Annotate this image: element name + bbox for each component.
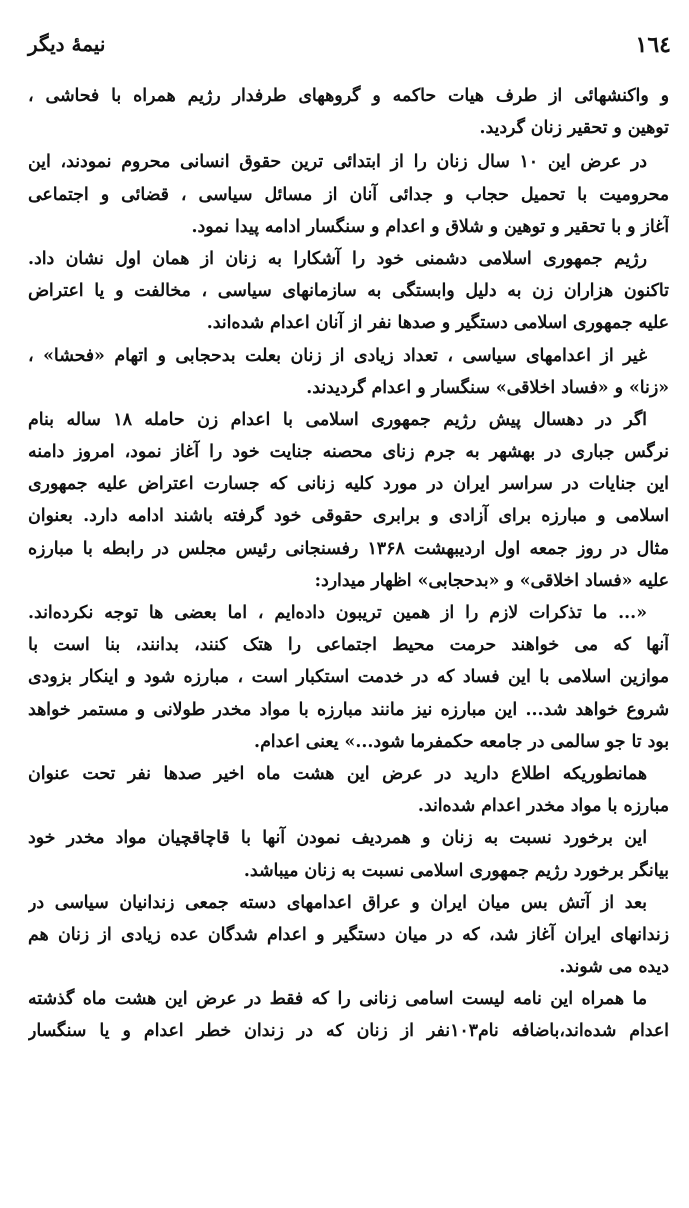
text-line: آغاز و با تحقیر و توهین و شلاق و اعدام و سنگسار ادامه پیدا نمود. [191,216,669,237]
text-line: این جنایات در سراسر ایران در مورد کلیه زنانی که جسارت اعتراض علیه جمهوری [28,474,669,495]
text-line: و واکنشهائی از طرف هیات حاکمه و گروههای طرفدار رژیم همراه با فحاشی ، [28,86,669,106]
text-line: آنها که می خواهند حرمت محیط اجتماعی را هتک کنند، بدانند، بنا است با [28,635,669,656]
text-line: غیر از اعدامهای سیاسی ، تعداد زیادی از زنان بعلت بدحجابی و اتهام «فحشا» ، [28,345,647,366]
text-line: در عرض این ۱۰ سال زنان را از ابتدائی ترین حقوق انسانی محروم نمودند، این [28,152,647,173]
text-line: ما همراه این نامه لیست اسامی زنانی را که فقط در عرض این هشت ماه گذشته [28,989,647,1010]
text-line: «... ما تذکرات لازم را از همین تریبون داده‌ایم ، اما بعضی ها توجه نکرده‌اند. [28,603,647,623]
text-line: توهین و تحقیر زنان گردید. [479,118,669,139]
text-line: اعدام شده‌اند،باضافه نام۱۰۳نفر از زنان که در زندان خطر اعدام و یا سنگسار [28,1021,669,1042]
text-line: رژیم جمهوری اسلامی دشمنی خود را آشکارا به زنان از همان اول نشان داد. [28,248,647,269]
text-line: اسلامی و مبارزه برای آزادی و برابری حقوقی خود گرفته باشند ادامه دارد. بعنوان [28,506,669,527]
text-line: شروع خواهد شد... این مبارزه نیز مانند مبارزه با مواد مخدر طولانی و مستمر خواهد [28,699,669,720]
text-line: نرگس جباری در بهشهر به جرم زنای محصنه جنایت خود را آغاز نمود، امروز دامنه [28,442,669,463]
page-header [28,32,671,64]
text-line: همانطوریکه اطلاع دارید در عرض این هشت ماه اخیر صدها نفر تحت عنوان [28,763,647,784]
text-line: اگر در دهسال پیش رژیم جمهوری اسلامی با اعدام زن حامله ۱۸ ساله بنام [28,409,647,430]
text-line: علیه جمهوری اسلامی دستگیر و صدها نفر از آنان اعدام شده‌اند. [206,313,669,334]
text-line: «زنا» و «فساد اخلاقی» سنگسار و اعدام گردیدند. [306,377,669,398]
text-line: این برخورد نسبت به زنان و همردیف نمودن آنها با قاچاقچیان مواد مخدر خود [28,828,647,849]
text-line: تاکنون هزاران زن به دلیل وابستگی به سازمانهای سیاسی ، مخالفت و یا اعتراض [28,281,669,302]
text-line: مبارزه با مواد مخدر اعدام شده‌اند. [417,796,669,817]
body-text [28,80,669,1048]
text-line: بیانگر برخورد رژیم جمهوری اسلامی نسبت به زنان میباشد. [243,860,669,881]
text-line: دیده می شوند. [559,957,669,978]
text-line: مثال در روز جمعه اول اردیبهشت ۱۳۶۸ رفسنجانی رئیس مجلس در رابطه با مبارزه [28,538,669,559]
text-line: علیه «فساد اخلاقی» و «بدحجابی» اظهار میدارد: [314,570,669,591]
text-line: موازین اسلامی با این فساد که در خدمت استکبار است ، مبارزه شود و اینکار بزودی [28,667,669,688]
text-line: بعد از آتش بس میان ایران و عراق اعدامهای دسته جمعی زندانیان سیاسی در [28,892,647,913]
running-title: نیمهٔ دیگر [28,32,106,56]
text-line: محرومیت با تحمیل حجاب و جدائی آنان از مسائل سیاسی ، قضائی و اجتماعی [28,184,669,205]
text-line: بود تا جو سالمی در جامعه حکمفرما شود...» یعنی اعدام. [254,731,669,752]
text-line: زندانهای ایران آغاز شد، که در میان دستگیر و اعدام شدگان عده زیادی از زنان هم [28,924,669,945]
page-number: ١٦٤ [635,32,671,58]
